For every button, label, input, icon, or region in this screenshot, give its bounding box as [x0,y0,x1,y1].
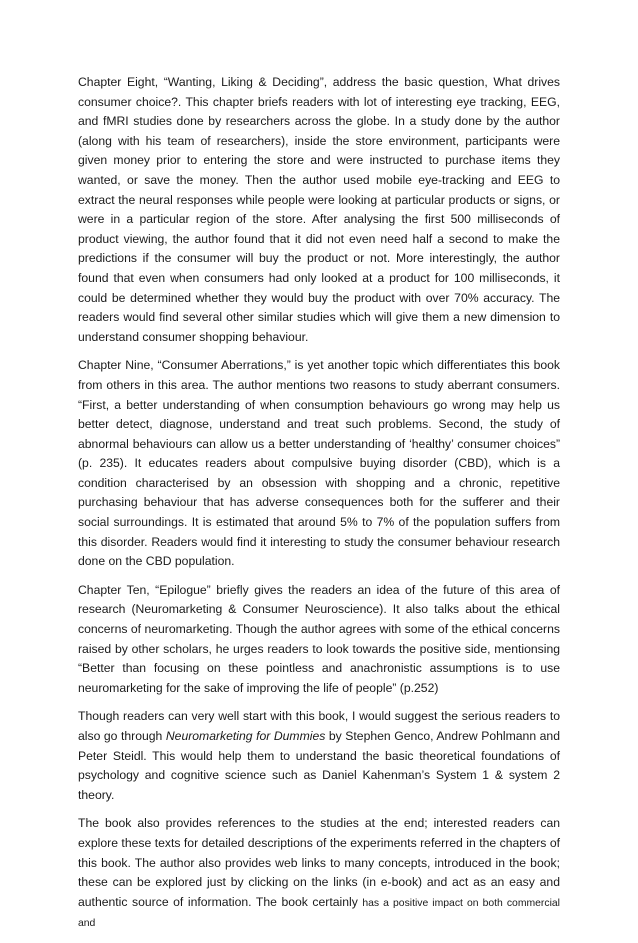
paragraph-chapter-eight: Chapter Eight, “Wanting, Liking & Deciding”, address the basic question, What drives consumer choice?. This chapter briefs readers with lot of interesting eye tracking, EEG, and fMRI studies done by researchers across the globe. In a study done by the author (along with his team of researchers), inside the store environment, participants were given money prior to entering the store and were instructed to purchase items they wanted, or save the money. Then the author used mobile eye-tracking and EEG to extract the neural responses while people were looking at particular products or signs, or were in a particular region of the store. After analysing the first 500 milliseconds of product viewing, the author found that it did not even need half a second to make the predictions if the consumer will buy the product or not. More interestingly, the author found that even when consumers had only looked at a product for 100 milliseconds, it could be determined whether they would buy the product with over 70% accuracy. The readers would find several other similar studies which will give them a new dimension to understand consumer shopping behaviour. [78,75,560,344]
paragraph-chapter-nine: Chapter Nine, “Consumer Aberrations,” is yet another topic which differentiates this book from others in this area. The author mentions two reasons to study aberrant consumers. “First, a better understanding of when consumption behaviours go wrong may help us better detect, diagnose, understand and treat such problems. Second, the study of abnormal behaviours can allow us a better understanding of ‘healthy’ consumer choices” (p. 235). It educates readers about compulsive buying disorder (CBD), which is a condition characterised by an obsession with shopping and a chronic, repetitive purchasing behaviour that has adverse consequences both for the sufferer and their social surroundings. It is estimated that around 5% to 7% of the population suffers from this disorder. Readers would find it interesting to study the consumer behaviour research done on the CBD population. [78,358,560,569]
references-small-tail: has a positive impact on both commercial and [78,897,560,930]
paragraph-references [78,814,560,934]
book-title-italic: Neuromarketing for Dummies [165,729,326,743]
further-reading-text-before: Though readers can very well start with this book, I would suggest the serious readers to also go through [78,709,560,743]
further-reading-text-after: by Stephen Genco, Andrew Pohlmann and Peter Steidl. This would help them to understand the basic theoretical foundations of psychology and cognitive science such as Daniel Kahenman’s System 1 & system 2 theory. [78,729,560,802]
references-text: The book also provides references to the studies at the end; interested readers can explore these texts for detailed descriptions of the experiments referred in the chapters of this book. The author also provides web links to many concepts, introduced in the book; these can be explored just by clicking on the links (in e-book) and act as an easy and authentic source of information. The book certainly [78,816,560,909]
document-page [78,73,560,943]
paragraph-further-reading [78,707,560,805]
paragraph-chapter-ten: Chapter Ten, “Epilogue” briefly gives the readers an idea of the future of this area of research (Neuromarketing & Consumer Neuroscience). It also talks about the ethical concerns of neuromarketing. Though the author agrees with some of the ethical concerns raised by other scholars, he urges readers to look towards the positive side, mentionsing “Better than focusing on these pointless and anachronistic assumptions is to use neuromarketing for the sake of improving the life of people” (p.252) [78,582,560,695]
